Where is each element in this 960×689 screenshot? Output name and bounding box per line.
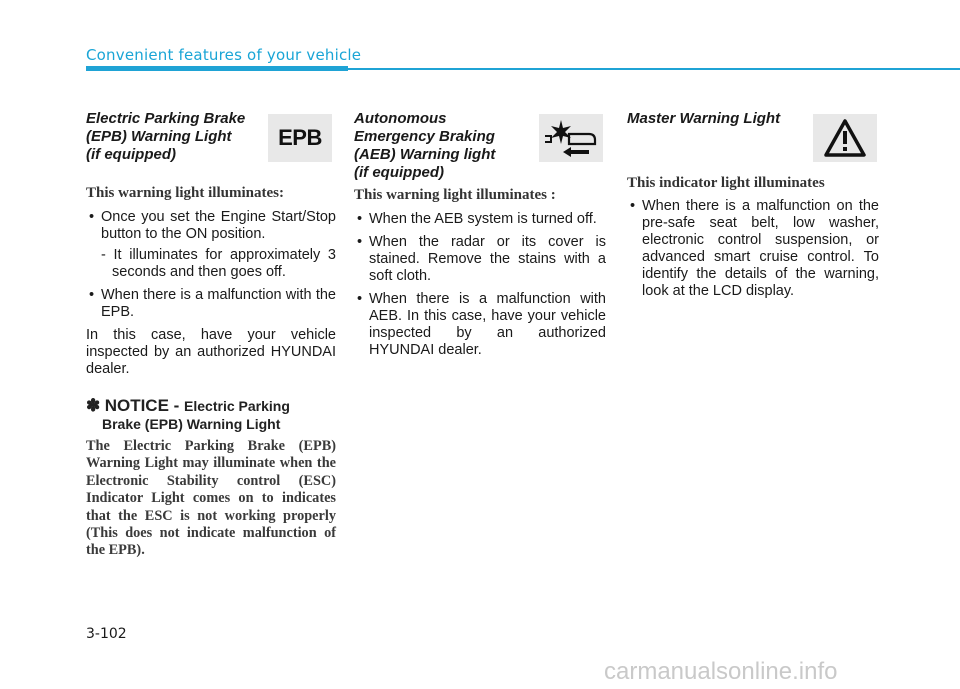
notice-star-icon: ✽ <box>86 396 101 415</box>
section-title: Convenient features of your vehicle <box>86 46 362 64</box>
epb-bullet-list <box>86 209 336 321</box>
list-item-text: Once you set the Engine Start/Stop button to the ON position. <box>101 209 336 242</box>
list-item <box>86 209 336 281</box>
aeb-warning-icon <box>539 114 603 162</box>
notice-label: NOTICE - <box>104 396 185 415</box>
aeb-title-line: (if equipped) <box>354 164 444 181</box>
page-header <box>86 46 960 74</box>
aeb-title-line: (AEB) Warning light <box>354 146 496 163</box>
list-item <box>86 287 336 321</box>
epb-title-line: (EPB) Warning Light <box>86 128 232 145</box>
aeb-title-line: Autonomous <box>354 110 447 127</box>
epb-section <box>86 110 336 560</box>
list-item-text: When the radar or its cover is stained. Remove the stains with a soft cloth. <box>369 234 606 284</box>
master-lead: This indicator light illuminates <box>627 175 825 191</box>
aeb-section <box>354 110 606 365</box>
epb-indicator-label: EPB <box>278 125 322 150</box>
epb-paragraph: In this case, have your vehicle inspected by an authorized HYUNDAI dealer. <box>86 327 336 377</box>
page-number: 3-102 <box>86 626 127 642</box>
list-item-text: When the AEB system is turned off. <box>369 211 597 227</box>
header-accent-bar <box>86 66 348 71</box>
master-warning-section <box>627 110 879 306</box>
aeb-lead: This warning light illuminates : <box>354 187 556 203</box>
watermark: carmanualsonline.info <box>604 658 838 685</box>
list-item <box>627 198 879 300</box>
epb-title-line: (if equipped) <box>86 146 176 163</box>
notice-heading <box>86 396 336 432</box>
epb-sub-item: - It illuminates for approximately 3 seconds and then goes off. <box>101 247 336 280</box>
aeb-title-line: Emergency Braking <box>354 128 495 145</box>
aeb-bullet-list <box>354 211 606 359</box>
list-item <box>354 211 606 228</box>
epb-indicator-icon <box>268 114 332 162</box>
master-bullet-list <box>627 198 879 300</box>
master-title: Master Warning Light <box>627 110 781 127</box>
list-item <box>354 234 606 285</box>
notice-subtitle: Electric Parking <box>184 398 290 414</box>
header-rule <box>348 68 960 70</box>
warning-triangle-icon <box>813 114 877 162</box>
list-item-text: When there is a malfunction with AEB. In this case, have your vehicle inspected by an authorized HYUNDAI dealer. <box>369 291 606 358</box>
list-item <box>354 291 606 359</box>
notice-body: The Electric Parking Brake (EPB) Warning Light may illuminate when the Electronic Stability control (ESC) Indicator Light comes on to indicates that the ESC is not working properly (This does not indicate malfunction of the EPB). <box>86 438 336 559</box>
list-item-text: When there is a malfunction with the EPB. <box>101 287 336 320</box>
list-item-text: When there is a malfunction on the pre-safe seat belt, low washer, electronic control suspension, or advanced smart cruise control. To identify the details of the warning, look at the LCD display. <box>642 198 879 299</box>
epb-lead: This warning light illuminates: <box>86 185 284 201</box>
notice-subtitle-line2: Brake (EPB) Warning Light <box>102 416 281 432</box>
epb-title-line: Electric Parking Brake <box>86 110 246 127</box>
